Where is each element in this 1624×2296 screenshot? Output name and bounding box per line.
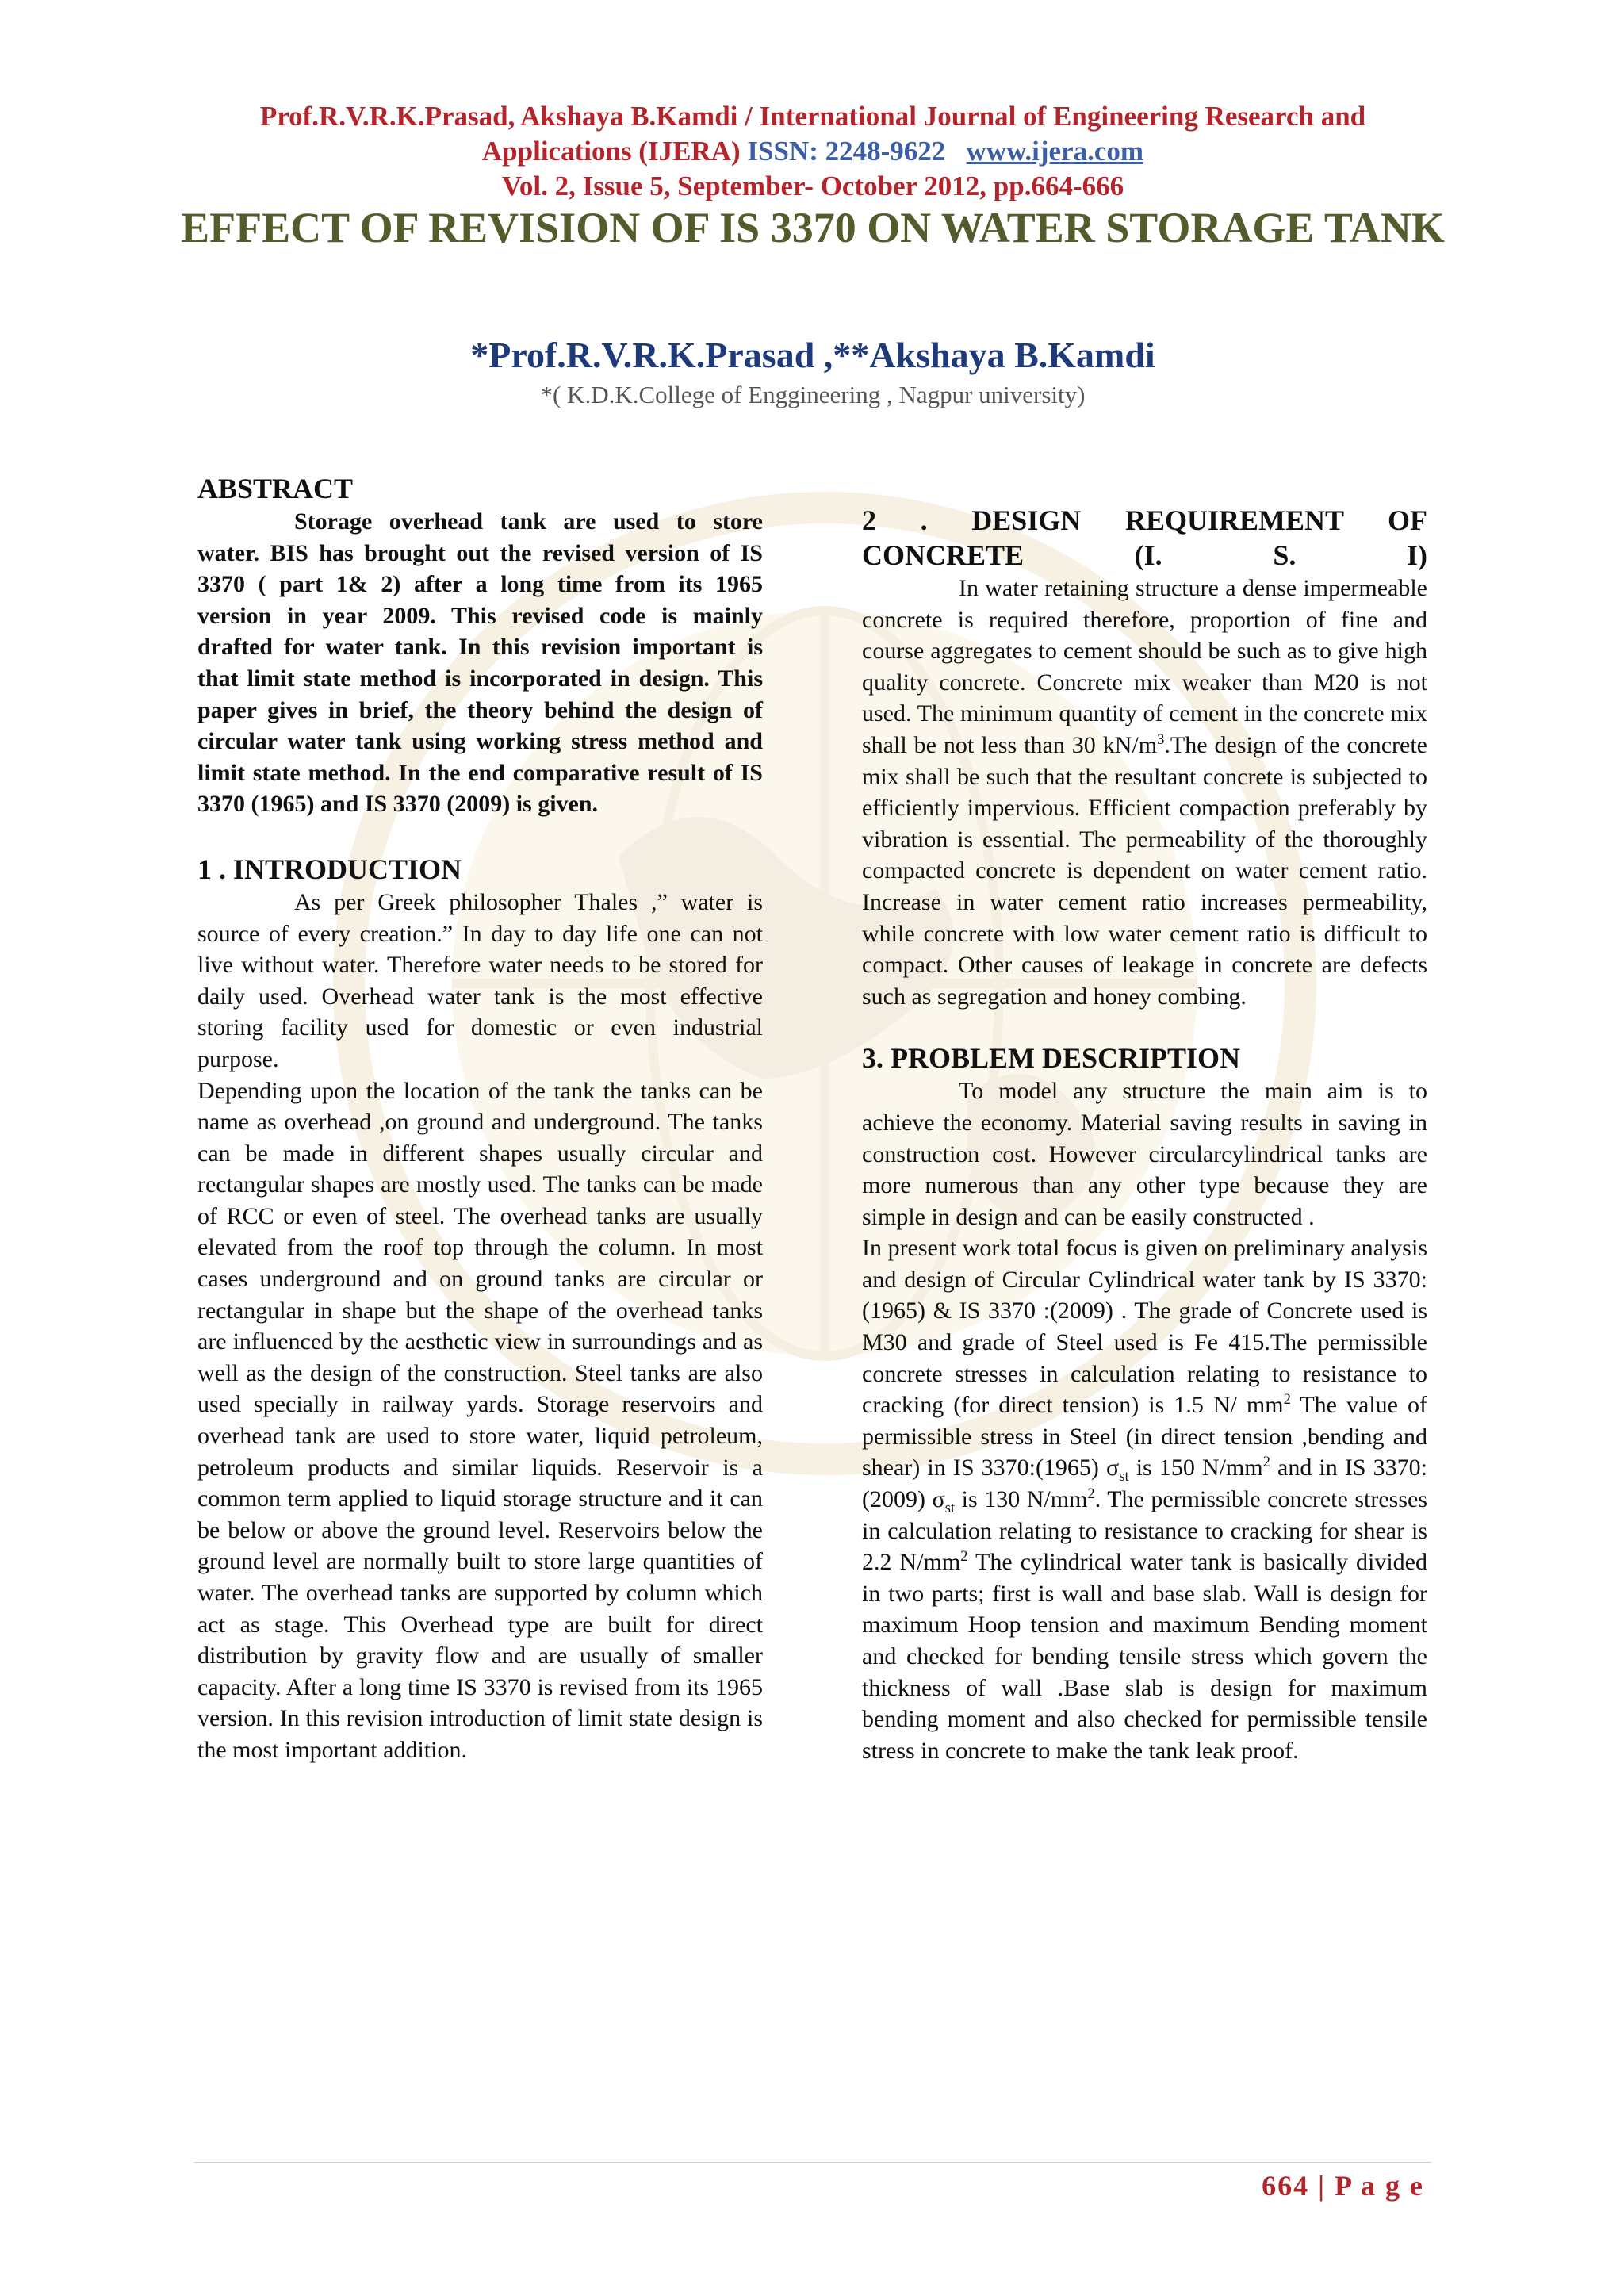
section-3-paragraph-1: To model any structure the main aim is to achieve the economy. Material saving results in saving in construction cost. However circularcylindrical tanks are more numerous than any other type because they are simple in design and can be easily constructed . [862,1078,1427,1230]
volume-info: Vol. 2, Issue 5, September- October 2012, pp.664-666 [501,171,1124,201]
running-head-authors-journal: Prof.R.V.R.K.Prasad, Akshaya B.Kamdi / International Journal of Engineering Research and [259,101,1366,132]
website-link[interactable]: www.ijera.com [966,136,1144,167]
footer-rule [194,2162,1431,2163]
paper-title: EFFECT OF REVISION OF IS 3370 ON WATER STORAGE TANK [181,204,1445,251]
introduction-paragraph-1: As per Greek philosopher Thales ,” water is source of every creation.” In day to day life one can not live without water. Therefore water needs to be stored for daily used. Overhead water tank is the most effective storing facility used for domestic or even industrial purpose. [197,888,763,1072]
section-3-paragraph-2: In present work total focus is given on preliminary analysis and design of Circular Cylindrical water tank by IS 3370: (1965) & IS 3370 :(2009) . The grade of Concrete used is M30 and grade of Steel used is Fe 415.The permissible concrete stresses in calculation relating to resistance to cracking (for direct tension) is 1.5 N/ $mm^2$ The value of permissible stress in Steel (in direct tension ,bending and shear) in IS 3370:(1965) $\sigma_{st}$ is 150 $N/mm^2$ and in IS 3370:(2009) $\sigma_{st}$ is 130 $N/mm^2$. The permissible concrete stresses in calculation relating to resistance to cracking for shear is 2.2 $N/mm^2$ The cylindrical water tank is basically divided in two parts; first is wall and base slab. Wall is design for maximum Hoop tension and maximum Bending moment and checked for bending tensile stress which govern the thickness of wall .Base slab is design for maximum bending moment and also checked for permissible tensile stress in concrete to make the tank leak proof. [862,1235,1428,1764]
abstract-heading: ABSTRACT [197,473,354,504]
left-column [197,471,763,1766]
issn: ISSN: 2248-9622 [747,136,946,167]
page-number: 664 | P a g e [1262,2170,1424,2202]
running-head-line2 [159,134,1467,169]
paper-authors: *Prof.R.V.R.K.Prasad ,**Akshaya B.Kamdi [470,335,1155,375]
abstract-text: Storage overhead tank are used to store water. BIS has brought out the revised version of IS 3370 ( part 1& 2) after a long time from its 1965 version in year 2009. This revised code is mainly drafted for water tank. In this revision important is that limit state method is incorporated in design. This paper gives in brief, the theory behind the design of circular water tank using working stress method and limit state method. In the end comparative result of IS 3370 (1965) and IS 3370 (2009) is given. [197,508,763,818]
running-head [159,99,1467,204]
author-affiliation: *( K.D.K.College of Enggineering , Nagpur university) [540,381,1086,408]
journal-short-name: Applications (IJERA) [481,136,741,167]
section-2-heading: 2 . DESIGN REQUIREMENT OF CONCRETE (I. S. I) [862,504,1427,571]
introduction-paragraph-2: Depending upon the location of the tank the tanks can be name as overhead ,on ground and underground. The tanks can be made in different shapes usually circular and rectangular shapes are mostly used. The tanks can be made of RCC or even of steel. The overhead tanks are usually elevated from the roof top through the column. In most cases underground and on ground tanks are circular or rectangular in shape but the shape of the overhead tanks are influenced by the aesthetic view in surroundings and as well as the design of the construction. Steel tanks are also used specially in railway yards. Storage reservoirs and overhead tank are used to store water, liquid petroleum, petroleum products and similar liquids. Reservoir is a common term applied to liquid storage structure and it can be below or above the ground level. Reservoirs below the ground level are normally built to store large quantities of water. The overhead tanks are supported by column which act as stage. This Overhead type are built for direct distribution by gravity flow and are usually of smaller capacity. After a long time IS 3370 is revised from its 1965 version. In this revision introduction of limit state design is the most important addition. [197,1077,763,1763]
introduction-heading: 1 . INTRODUCTION [197,853,462,885]
section-3-heading: 3. PROBLEM DESCRIPTION [862,1042,1241,1075]
right-column [862,503,1427,1766]
section-2-paragraph: In water retaining structure a dense impermeable concrete is required therefore, proportion of fine and course aggregates to cement should be such as to give high quality concrete. Concrete mix weaker than M20 is not used. The minimum quantity of cement in the concrete mix shall be not less than 30 $kN/m^3.The$ design of the concrete mix shall be such that the resultant concrete is subjected to efficiently impervious. Efficient compaction preferably by vibration is essential. The permeability of the thoroughly compacted concrete is dependent on water cement ratio. Increase in water cement ratio increases permeability, while concrete with low water cement ratio is difficult to compact. Other causes of leakage in concrete are defects such as segregation and honey combing. [862,575,1427,1010]
